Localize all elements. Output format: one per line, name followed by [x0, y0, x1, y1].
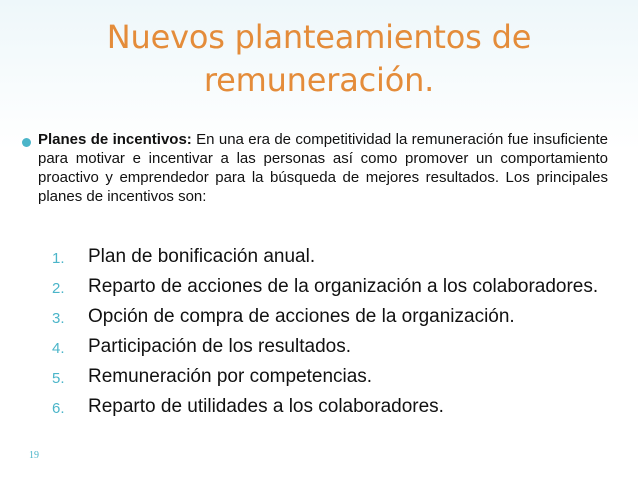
list-number: 3. — [52, 310, 65, 327]
list-item-text: Opción de compra de acciones de la organización. — [88, 306, 515, 327]
list-item — [52, 395, 612, 418]
bullet-text: En una era de competitividad la remuneración fue insuficiente para motivar e incentivar a las personas así como promover un comportamiento proactivo y emprendedor para la búsqueda de mejores resultados. Los principales planes de incentivos son: — [38, 131, 608, 205]
list-item — [52, 335, 612, 358]
bullet-dot-icon — [22, 138, 31, 147]
slide-title — [30, 16, 608, 102]
incentive-plans-list — [52, 245, 612, 425]
list-number: 5. — [52, 370, 65, 387]
list-item-text: Reparto de acciones de la organización a los colaboradores. — [88, 276, 599, 297]
list-number: 1. — [52, 250, 65, 267]
list-number: 4. — [52, 340, 65, 357]
list-item — [52, 275, 612, 298]
bullet-paragraph — [38, 130, 608, 206]
bullet-lead: Planes de incentivos: — [38, 131, 192, 148]
slide-title-line-1: Nuevos planteamientos de — [106, 18, 532, 56]
list-number: 2. — [52, 280, 65, 297]
list-item-text: Remuneración por competencias. — [88, 366, 373, 387]
list-item-text: Participación de los resultados. — [88, 336, 351, 357]
page-number: 19 — [29, 450, 39, 461]
list-item — [52, 245, 612, 268]
list-item-text: Reparto de utilidades a los colaboradores. — [88, 396, 444, 417]
list-item — [52, 305, 612, 328]
list-item — [52, 365, 612, 388]
list-number: 6. — [52, 400, 65, 417]
list-item-text: Plan de bonificación anual. — [88, 246, 316, 267]
slide-title-line-2: remuneración. — [203, 61, 435, 99]
